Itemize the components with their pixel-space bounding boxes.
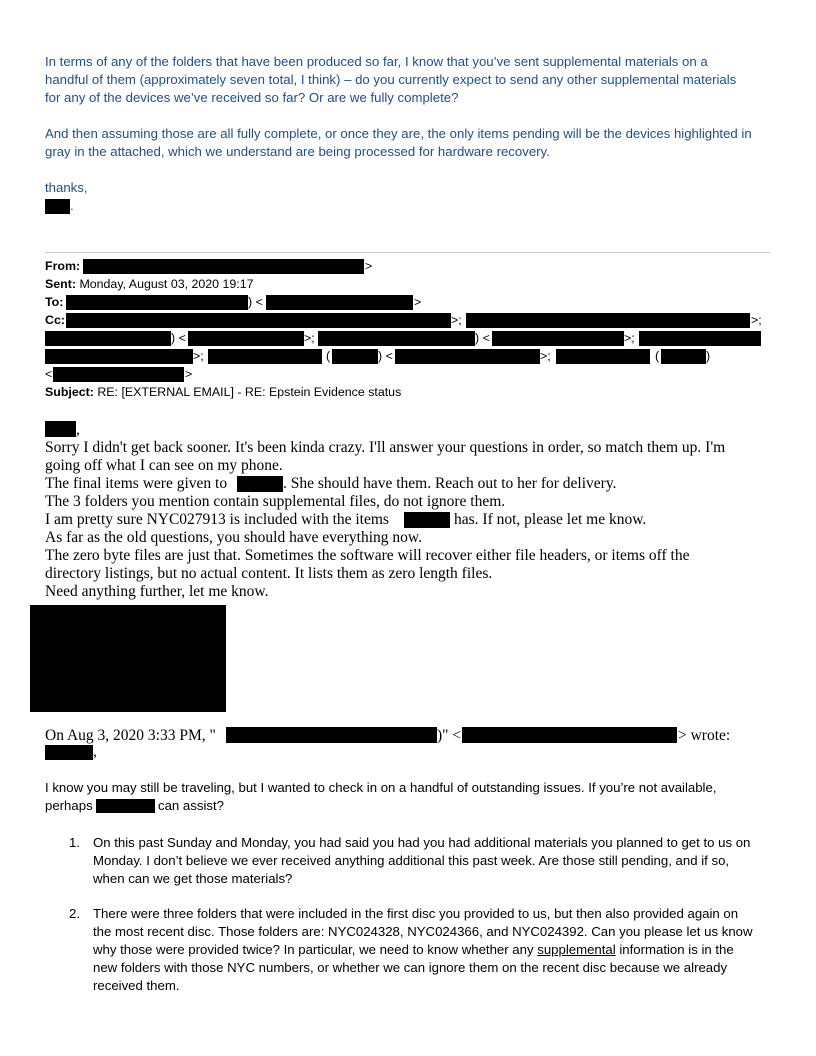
punct: >; — [751, 313, 762, 327]
punct: ) < — [171, 331, 186, 345]
list-item-line: On this past Sunday and Monday, you had said you had you had additional materials you planned to get to us on — [93, 835, 751, 850]
subject-row: Subject: RE: [EXTERNAL EMAIL] - RE: Epstein Evidence status — [45, 385, 402, 399]
reply-line: I am pretty sure NYC027913 is included with the items — [45, 511, 389, 528]
from-label: From: — [45, 259, 81, 273]
punct: ) < — [475, 331, 490, 345]
list-item-line: Monday. I don’t believe we ever received anything additional this past week. Are those still pending, and if so, — [93, 853, 730, 868]
list-item-line: There were three folders that were included in the first disc you provided to us, but then also provided again on — [93, 906, 739, 921]
reply-line: directory listings, but no actual content. It lists them as zero length files. — [45, 565, 493, 582]
redaction-box — [226, 727, 437, 743]
quote-line: can assist? — [158, 798, 224, 813]
greeting-tail: , — [76, 421, 80, 438]
list-item-line: when can we get those materials? — [93, 871, 293, 886]
list-number: 1. — [69, 835, 80, 850]
redaction-box — [661, 349, 706, 364]
punct: ( — [655, 349, 660, 363]
redaction-box — [83, 259, 364, 274]
redaction-box — [556, 349, 650, 364]
redaction-box — [96, 799, 155, 813]
list-item-line: received them. — [93, 978, 180, 993]
subject-value: RE: [EXTERNAL EMAIL] - RE: Epstein Evidence status — [97, 385, 402, 399]
redaction-box — [318, 331, 475, 346]
to-label: To: — [45, 295, 64, 309]
separator-rule — [45, 252, 770, 253]
redaction-box — [266, 295, 413, 310]
redaction-box — [45, 745, 93, 760]
cc-label: Cc: — [45, 313, 65, 327]
quote-attribution: On Aug 3, 2020 3:33 PM, " — [45, 727, 216, 744]
redaction-box — [53, 367, 184, 382]
redaction-box — [332, 349, 378, 364]
redaction-box — [395, 349, 540, 364]
punct: >; — [193, 349, 204, 363]
reply-line: The zero byte files are just that. Sometimes the software will recover either file headers, or items off the — [45, 547, 690, 564]
punct: ) — [706, 349, 711, 363]
redaction-box — [45, 421, 76, 437]
redaction-box — [66, 295, 248, 310]
redaction-box — [188, 331, 304, 346]
list-number: 2. — [69, 906, 80, 921]
redaction-box — [208, 349, 322, 364]
top-message-line: gray in the attached, which we understand are being processed for hardware recovery. — [45, 144, 550, 159]
redaction-box — [492, 331, 624, 346]
punct: ) < — [378, 349, 393, 363]
top-message-line: for any of the devices we’ve received so far? Or are we fully complete? — [45, 90, 459, 105]
sent-value: Monday, August 03, 2020 19:17 — [79, 277, 254, 291]
quote-attribution: > wrote: — [678, 727, 731, 744]
reply-line: has. If not, please let me know. — [454, 511, 647, 528]
top-message-line: And then assuming those are all fully complete, or once they are, the only items pending will be the devices highlighted in — [45, 126, 752, 141]
greeting-tail: , — [93, 743, 97, 760]
reply-line: The final items were given to — [45, 475, 228, 492]
punct: >; — [451, 313, 462, 327]
redacted-signature-block — [30, 605, 226, 712]
redaction-box — [639, 331, 761, 346]
punct: ( — [326, 349, 331, 363]
redaction-box — [466, 313, 750, 328]
quote-line: I know you may still be traveling, but I wanted to check in on a handful of outstanding issues. If you’re not available, — [45, 780, 717, 795]
top-message-line: handful of them (approximately seven total, I think) – do you currently expect to send any other supplemental materials — [45, 72, 737, 87]
angle-bracket: > — [414, 295, 422, 309]
punct: >; — [624, 331, 635, 345]
redaction-box — [45, 331, 171, 346]
redaction-box — [404, 512, 450, 528]
redaction-box — [462, 727, 677, 743]
list-item-line: new folders with those NYC numbers, or whether we can ignore them on the recent disc because we already — [93, 960, 728, 975]
list-item-line: the most recent disc. Those folders are: NYC024328, NYC024366, and NYC024392. Can you please let us know — [93, 924, 753, 939]
quote-attribution: )" < — [437, 727, 462, 744]
quote-line: perhaps — [45, 798, 93, 813]
reply-line: . She should have them. Reach out to her for delivery. — [283, 475, 617, 492]
redaction-box — [237, 476, 283, 492]
reply-line: As far as the old questions, you should have everything now. — [45, 529, 422, 546]
redaction-box — [45, 199, 70, 214]
angle-bracket: > — [365, 259, 373, 273]
reply-line: Sorry I didn't get back sooner. It's been kinda crazy. I'll answer your questions in order, so match them up. I'm — [45, 439, 726, 456]
sent-row: Sent: Monday, August 03, 2020 19:17 — [45, 277, 254, 291]
redaction-box — [66, 313, 451, 328]
punct: >; — [304, 331, 315, 345]
top-message-line: In terms of any of the folders that have been produced so far, I know that you’ve sent supplemental materials on a — [45, 54, 708, 69]
punct: ) < — [248, 295, 263, 309]
reply-line: Need anything further, let me know. — [45, 583, 269, 600]
angle-bracket: > — [185, 367, 193, 381]
closing-text: thanks, — [45, 180, 88, 195]
reply-line: The 3 folders you mention contain supplemental files, do not ignore them. — [45, 493, 506, 510]
redaction-box — [45, 349, 193, 364]
angle-bracket: < — [45, 367, 53, 381]
reply-line: going off what I can see on my phone. — [45, 457, 283, 474]
signature-tail: . — [70, 198, 74, 213]
underlined-word: supplemental — [537, 942, 616, 957]
list-item-line: why those were provided twice? In particular, we need to know whether any supplemental information is in the — [93, 942, 734, 957]
punct: >; — [540, 349, 551, 363]
